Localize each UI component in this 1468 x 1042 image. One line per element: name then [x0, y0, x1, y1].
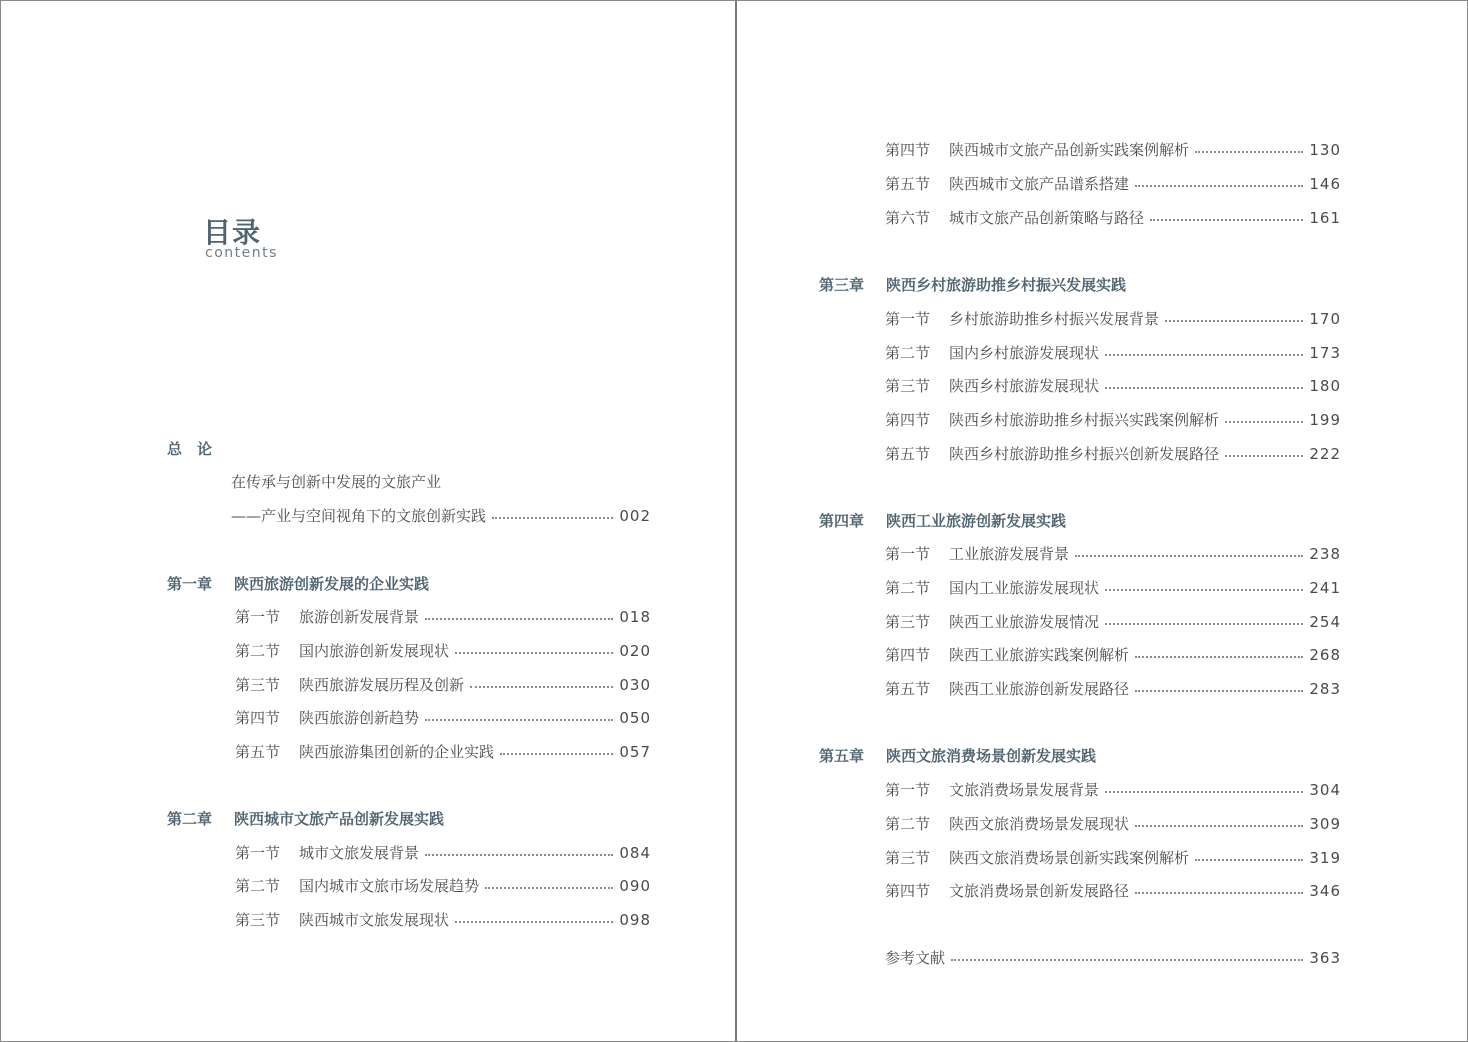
section-title: 国内乡村旅游发展现状 [949, 344, 1100, 362]
section-title: 城市文旅发展背景 [299, 844, 420, 862]
toc-entry[interactable] [885, 307, 1341, 331]
dot-leader [425, 718, 613, 721]
section-label: 第四节 [885, 646, 931, 664]
toc-entry[interactable] [235, 706, 651, 730]
page-number: 084 [619, 844, 651, 862]
section-title: 工业旅游发展背景 [949, 545, 1070, 563]
section-title: 国内城市文旅市场发展趋势 [299, 877, 480, 895]
intro-heading[interactable] [167, 437, 647, 461]
intro-line1[interactable]: 在传承与创新中发展的文旅产业 [231, 473, 442, 491]
toc-entry[interactable] [235, 639, 651, 663]
section-title: 陕西旅游集团创新的企业实践 [299, 743, 495, 761]
section-label: 第六节 [885, 209, 931, 227]
chapter-label: 第三章 [819, 276, 865, 294]
section-title: 陕西工业旅游创新发展路径 [949, 680, 1130, 698]
section-label: 第五节 [885, 175, 931, 193]
dot-leader [425, 617, 613, 620]
dot-leader [1195, 858, 1303, 861]
dot-leader [1135, 655, 1303, 658]
page-number: 098 [619, 911, 651, 929]
page-number: 363 [1309, 949, 1341, 967]
section-label: 第五节 [885, 445, 931, 463]
dot-leader [1165, 319, 1303, 322]
page-number: 222 [1309, 445, 1341, 463]
section-title: 旅游创新发展背景 [299, 608, 420, 626]
dot-leader [425, 853, 613, 856]
page-number: 199 [1309, 411, 1341, 429]
section-title: 陕西乡村旅游助推乡村振兴创新发展路径 [949, 445, 1220, 463]
toc-entry[interactable] [885, 206, 1341, 230]
toc-entry[interactable] [885, 442, 1341, 466]
chapter-3-heading[interactable] [819, 273, 1126, 297]
right-page [737, 1, 1467, 1041]
dot-leader [1105, 588, 1303, 591]
intro-label: 总 论 [167, 440, 213, 458]
section-label: 第一节 [885, 781, 931, 799]
chapter-title: 陕西旅游创新发展的企业实践 [234, 575, 430, 593]
page-number: 057 [619, 743, 651, 761]
chapter-label: 第二章 [167, 810, 213, 828]
section-title: 陕西城市文旅产品谱系搭建 [949, 175, 1130, 193]
section-label: 第三节 [235, 676, 281, 694]
section-title: 陕西乡村旅游发展现状 [949, 377, 1100, 395]
dot-leader [455, 920, 613, 923]
page-number: 090 [619, 877, 651, 895]
dot-leader [1135, 184, 1303, 187]
section-label: 第四节 [885, 411, 931, 429]
section-title: 陕西旅游发展历程及创新 [299, 676, 465, 694]
page-number: 018 [619, 608, 651, 626]
toc-entry[interactable] [885, 610, 1341, 634]
section-title: 陕西城市文旅产品创新实践案例解析 [949, 141, 1190, 159]
dot-leader [1105, 622, 1303, 625]
page-number: 130 [1309, 141, 1341, 159]
dot-leader [485, 886, 613, 889]
chapter-title: 陕西文旅消费场景创新发展实践 [886, 747, 1097, 765]
toc-entry[interactable] [885, 778, 1341, 802]
page-number: 180 [1309, 377, 1341, 395]
page-number: 002 [619, 507, 651, 525]
dot-leader [1105, 353, 1303, 356]
chapter-title: 陕西城市文旅产品创新发展实践 [234, 810, 445, 828]
page-number: 173 [1309, 344, 1341, 362]
chapter-2-heading[interactable] [167, 807, 444, 831]
section-label: 第一节 [885, 310, 931, 328]
page-number: 283 [1309, 680, 1341, 698]
dot-leader [1195, 150, 1303, 153]
section-label: 第二节 [235, 877, 281, 895]
page-number: 050 [619, 709, 651, 727]
chapter-title: 陕西乡村旅游助推乡村振兴发展实践 [886, 276, 1127, 294]
page-number: 020 [619, 642, 651, 660]
toc-entry[interactable] [235, 740, 651, 764]
intro-line2-title: ——产业与空间视角下的文旅创新实践 [231, 507, 487, 525]
section-label: 第五节 [235, 743, 281, 761]
section-label: 第二节 [235, 642, 281, 660]
section-label: 第二节 [885, 579, 931, 597]
section-title: 文旅消费场景创新发展路径 [949, 882, 1130, 900]
chapter-label: 第五章 [819, 747, 865, 765]
toc-entry[interactable] [885, 846, 1341, 870]
page-number: 146 [1309, 175, 1341, 193]
page-number: 304 [1309, 781, 1341, 799]
section-label: 第四节 [885, 141, 931, 159]
dot-leader [1105, 386, 1303, 389]
section-label: 第三节 [235, 911, 281, 929]
dot-leader [455, 651, 613, 654]
page-number: 254 [1309, 613, 1341, 631]
toc-title: 目录 [203, 216, 262, 249]
section-label: 第四节 [235, 709, 281, 727]
page-number: 268 [1309, 646, 1341, 664]
chapter-4-heading[interactable] [819, 509, 1066, 533]
section-label: 第四节 [885, 882, 931, 900]
section-title: 陕西文旅消费场景创新实践案例解析 [949, 849, 1190, 867]
section-label: 第三节 [885, 849, 931, 867]
dot-leader [951, 958, 1303, 961]
section-label: 第一节 [235, 608, 281, 626]
toc-entry[interactable] [235, 874, 651, 898]
section-title: 国内旅游创新发展现状 [299, 642, 450, 660]
page-number: 346 [1309, 882, 1341, 900]
page-number: 030 [619, 676, 651, 694]
toc-entry[interactable] [885, 138, 1341, 162]
section-label: 第一节 [885, 545, 931, 563]
dot-leader [1225, 454, 1303, 457]
chapter-1-heading[interactable] [167, 572, 429, 596]
dot-leader [1075, 554, 1303, 557]
toc-entry[interactable] [885, 677, 1341, 701]
references-entry[interactable] [885, 946, 1341, 970]
toc-entry[interactable] [885, 408, 1341, 432]
section-title: 陕西旅游创新趋势 [299, 709, 420, 727]
dot-leader [1135, 824, 1303, 827]
section-label: 第一节 [235, 844, 281, 862]
section-title: 陕西工业旅游发展情况 [949, 613, 1100, 631]
toc-entry[interactable] [235, 841, 651, 865]
section-title: 陕西文旅消费场景发展现状 [949, 815, 1130, 833]
section-label: 第五节 [885, 680, 931, 698]
section-label: 第二节 [885, 815, 931, 833]
toc-entry[interactable] [885, 812, 1341, 836]
toc-entry[interactable] [235, 673, 651, 697]
section-title: 陕西城市文旅发展现状 [299, 911, 450, 929]
section-label: 第三节 [885, 377, 931, 395]
section-title: 文旅消费场景发展背景 [949, 781, 1100, 799]
toc-entry[interactable] [885, 172, 1341, 196]
toc-entry[interactable] [885, 374, 1341, 398]
section-title: 陕西乡村旅游助推乡村振兴实践案例解析 [949, 411, 1220, 429]
dot-leader [492, 516, 613, 519]
toc-entry[interactable] [885, 643, 1341, 667]
dot-leader [500, 752, 613, 755]
toc-entry[interactable] [235, 908, 651, 932]
dot-leader [1150, 218, 1303, 221]
page-number: 238 [1309, 545, 1341, 563]
dot-leader [1135, 689, 1303, 692]
toc-entry[interactable] [885, 542, 1341, 566]
section-label: 第三节 [885, 613, 931, 631]
intro-line2[interactable] [231, 504, 651, 528]
toc-entry[interactable] [885, 879, 1341, 903]
page-number: 161 [1309, 209, 1341, 227]
dot-leader [1135, 891, 1303, 894]
chapter-label: 第四章 [819, 512, 865, 530]
chapter-label: 第一章 [167, 575, 213, 593]
section-title: 乡村旅游助推乡村振兴发展背景 [949, 310, 1160, 328]
page-number: 309 [1309, 815, 1341, 833]
dot-leader [470, 685, 613, 688]
section-title: 陕西工业旅游实践案例解析 [949, 646, 1130, 664]
toc-entry[interactable] [885, 341, 1341, 365]
chapter-title: 陕西工业旅游创新发展实践 [886, 512, 1067, 530]
page-number: 170 [1309, 310, 1341, 328]
references-title: 参考文献 [885, 949, 946, 967]
page-number: 319 [1309, 849, 1341, 867]
page-number: 241 [1309, 579, 1341, 597]
section-label: 第二节 [885, 344, 931, 362]
left-page [1, 1, 737, 1041]
toc-subtitle: contents [205, 245, 278, 261]
toc-entry[interactable] [235, 605, 651, 629]
dot-leader [1105, 790, 1303, 793]
dot-leader [1225, 420, 1303, 423]
section-title: 国内工业旅游发展现状 [949, 579, 1100, 597]
chapter-5-heading[interactable] [819, 744, 1096, 768]
toc-entry[interactable] [885, 576, 1341, 600]
section-title: 城市文旅产品创新策略与路径 [949, 209, 1145, 227]
